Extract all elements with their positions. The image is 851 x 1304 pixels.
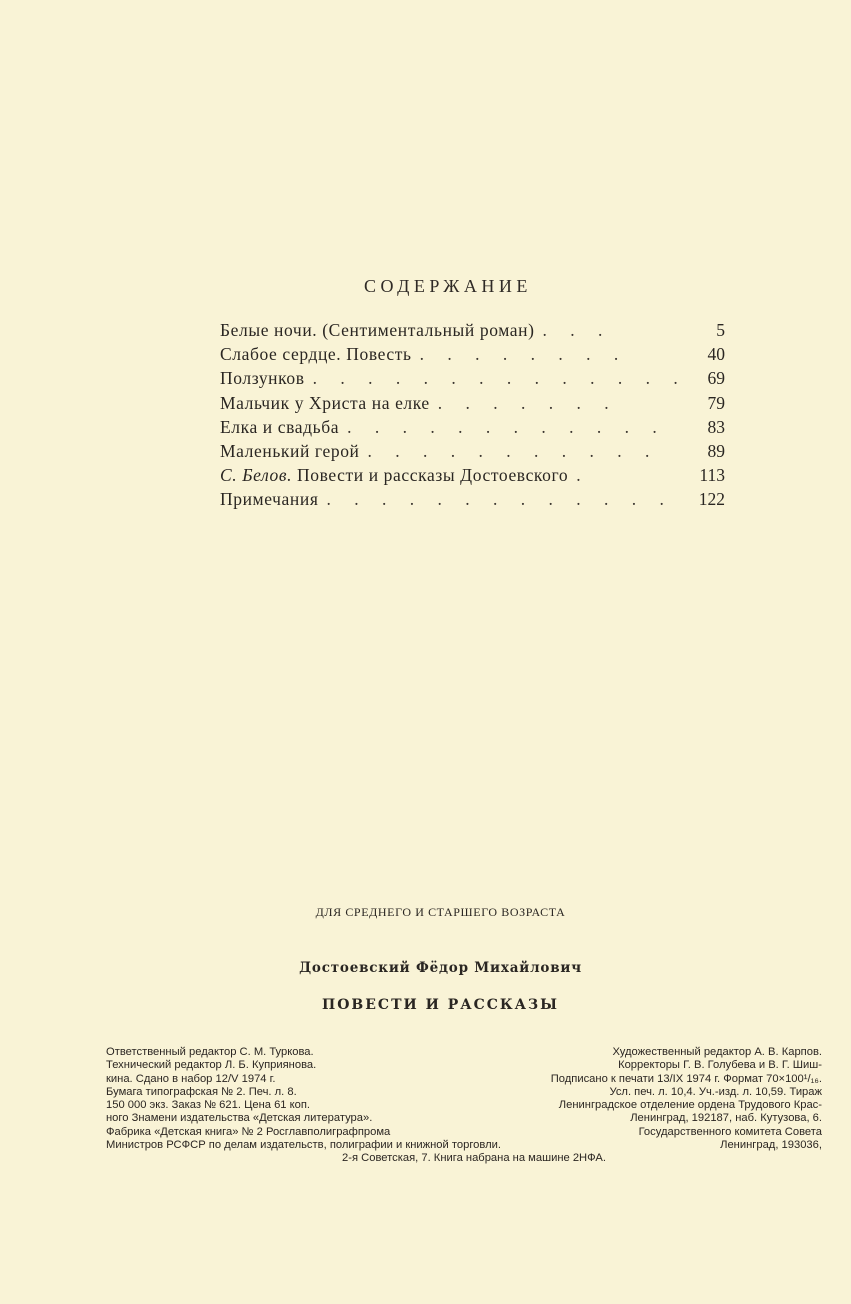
toc-entry <box>220 342 725 366</box>
toc-leader-dots: . . . . . . . . . . . . . . <box>312 368 688 389</box>
colophon-line <box>106 1046 822 1059</box>
colophon-text: кина. Сдано в набор 12/V 1974 г. <box>106 1072 276 1085</box>
toc-leader-dots: . . . . . . . . . . . . . <box>326 489 674 510</box>
toc-entry-label: Примечания <box>220 489 319 510</box>
toc-entry <box>220 366 725 390</box>
toc-entry <box>220 439 725 463</box>
colophon-line <box>106 1059 822 1072</box>
colophon-text: Технический редактор Л. Б. Куприянова. <box>106 1059 317 1072</box>
toc-page-number: 40 <box>707 344 725 365</box>
book-title: ПОВЕСТИ И РАССКАЗЫ <box>322 997 559 1013</box>
toc-entry-title <box>220 415 339 439</box>
toc-entry <box>220 463 725 487</box>
colophon-text: Художественный редактор А. В. Карпов. <box>612 1046 822 1058</box>
colophon-line <box>106 1126 822 1139</box>
colophon-text: Ответственный редактор С. М. Туркова. <box>106 1046 314 1058</box>
toc-leader-dots: . <box>576 465 591 486</box>
colophon-last-line: 2-я Советская, 7. Книга набрана на машине 2НФА. <box>342 1152 606 1165</box>
toc-page-number: 79 <box>707 392 725 413</box>
toc-page-number: 122 <box>698 489 725 510</box>
colophon-text: Ленинград, 193036, <box>720 1139 822 1152</box>
toc-entry-title <box>220 342 412 366</box>
colophon-text: ного Знамени издательства «Детская литература». <box>106 1112 373 1125</box>
colophon-text: Корректоры Г. В. Голубева и В. Г. Шиш- <box>618 1059 822 1072</box>
toc-entry-label: Елка и свадьба <box>220 416 340 437</box>
toc-leader-dots: . . . . . . . . <box>419 344 628 365</box>
colophon-text: Государственного комитета Совета <box>638 1125 822 1138</box>
colophon-line <box>106 1099 822 1112</box>
toc-entry <box>220 415 725 439</box>
toc-entry-title <box>220 463 568 487</box>
toc-title: СОДЕРЖАНИЕ <box>364 276 532 296</box>
colophon-text: Фабрика «Детская книга» № 2 Росглавполиграфпрома <box>106 1125 391 1138</box>
table-of-contents <box>220 318 725 512</box>
toc-page-number: 83 <box>707 416 725 437</box>
toc-entry-title <box>220 366 305 390</box>
toc-entry-title <box>220 318 535 342</box>
colophon-text: Подписано к печати 13/IX 1974 г. Формат 70×100¹/₁₆. <box>550 1072 822 1085</box>
toc-page-number: 89 <box>707 440 725 461</box>
toc-entry-label: Маленький герой <box>220 440 360 461</box>
colophon-text: Бумага типографская № 2. Печ. л. 8. <box>106 1085 297 1098</box>
colophon-text: 150 000 экз. Заказ № 621. Цена 61 коп. <box>106 1099 311 1112</box>
book-author: Достоевский Фёдор Михайлович <box>299 960 582 976</box>
toc-page-number: 113 <box>699 465 725 486</box>
colophon-line <box>106 1086 822 1099</box>
toc-page-number: 69 <box>707 368 725 389</box>
toc-leader-dots: . . . <box>542 320 612 340</box>
colophon-text: Ленинградское отделение ордена Трудового Крас- <box>558 1099 822 1112</box>
age-recommendation: ДЛЯ СРЕДНЕГО И СТАРШЕГО ВОЗРАСТА <box>315 905 566 919</box>
colophon-text: Усл. печ. л. 10,4. Уч.-изд. л. 10,59. Тираж <box>609 1085 822 1098</box>
toc-entry <box>220 487 725 511</box>
colophon-line <box>106 1139 822 1152</box>
colophon-line <box>106 1112 822 1125</box>
toc-entry-label: Слабое сердце. Повесть <box>220 344 412 365</box>
toc-page-number: 5 <box>716 320 725 340</box>
toc-entry-label: Белые ночи. (Сентиментальный роман) <box>220 320 535 340</box>
colophon <box>106 1046 822 1166</box>
toc-entry-label: Повести и рассказы Достоевского <box>292 465 569 486</box>
toc-entry-title <box>220 487 319 511</box>
colophon-line <box>106 1073 822 1086</box>
toc-entry <box>220 318 725 342</box>
toc-leader-dots: . . . . . . . . . . . <box>367 440 659 461</box>
toc-entry-title <box>220 391 430 415</box>
colophon-text: Министров РСФСР по делам издательств, полиграфии и книжной торговли. <box>106 1139 501 1152</box>
toc-entry-label: Мальчик у Христа на елке <box>220 392 430 413</box>
toc-entry-author: С. Белов. <box>220 465 293 486</box>
toc-entry-label: Ползунков <box>220 368 305 389</box>
toc-leader-dots: . . . . . . . <box>437 392 619 413</box>
colophon-text: Ленинград, 192187, наб. Кутузова, 6. <box>630 1112 822 1125</box>
toc-entry <box>220 391 725 415</box>
toc-entry-title <box>220 439 360 463</box>
toc-leader-dots: . . . . . . . . . . . . <box>347 416 667 437</box>
